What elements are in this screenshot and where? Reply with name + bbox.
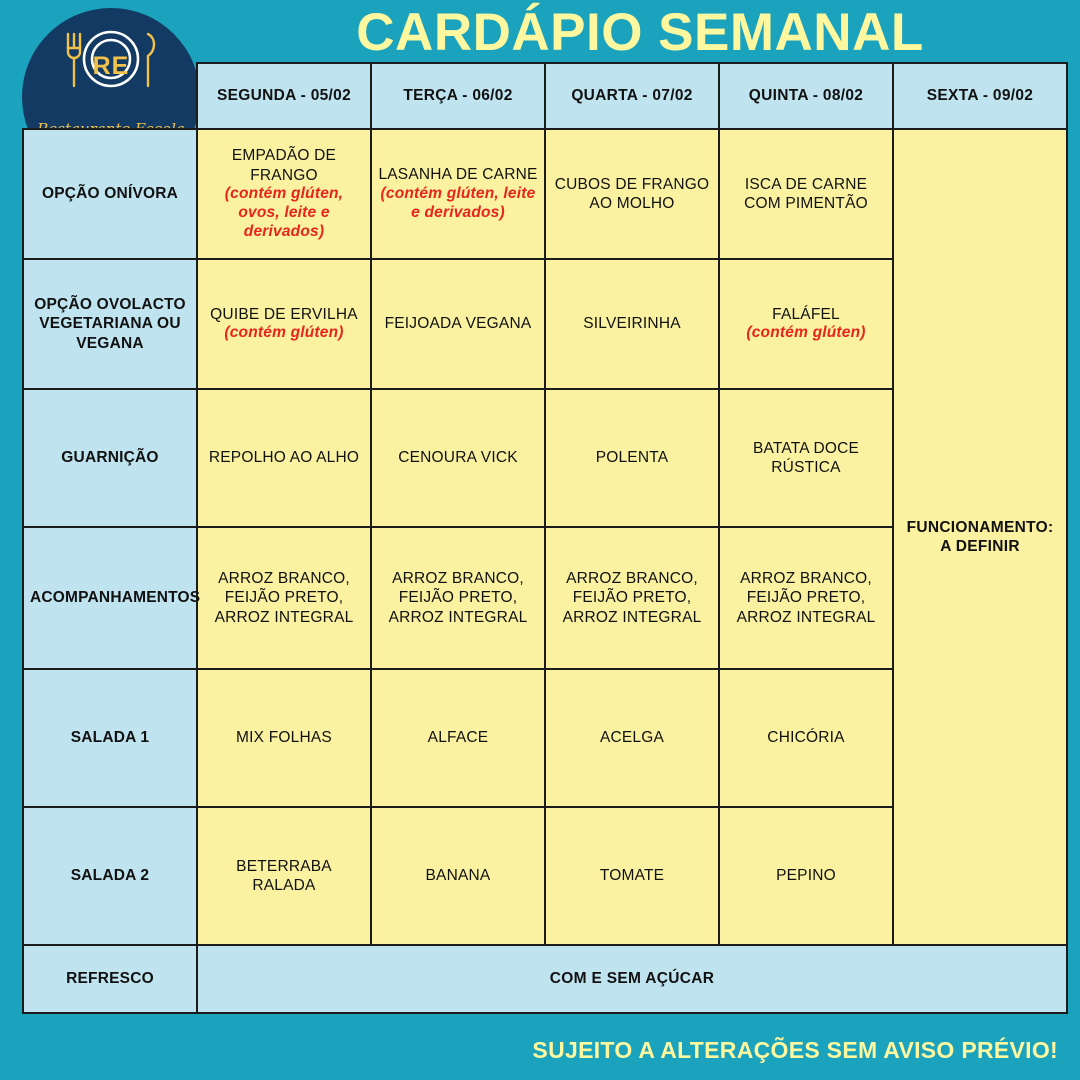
cell-onivora-terca bbox=[371, 129, 545, 259]
cell-acompanhamentos-quinta: ARROZ BRANCO, FEIJÃO PRETO, ARROZ INTEGRAL bbox=[719, 527, 893, 669]
cell-onivora-segunda bbox=[197, 129, 371, 259]
row-label-guarnicao: GUARNIÇÃO bbox=[23, 389, 197, 527]
day-header-terca: TERÇA - 06/02 bbox=[371, 63, 545, 129]
cell-acompanhamentos-terca: ARROZ BRANCO, FEIJÃO PRETO, ARROZ INTEGRAL bbox=[371, 527, 545, 669]
dish-name: CUBOS DE FRANGO AO MOLHO bbox=[554, 175, 710, 212]
cell-onivora-quinta bbox=[719, 129, 893, 259]
day-header-quarta: QUARTA - 07/02 bbox=[545, 63, 719, 129]
cell-guarnicao-segunda: REPOLHO AO ALHO bbox=[197, 389, 371, 527]
allergen-note: (contém glúten) bbox=[224, 324, 344, 342]
row-label-refresco: REFRESCO bbox=[23, 945, 197, 1013]
cell-salada2-quinta: PEPINO bbox=[719, 807, 893, 945]
cell-acompanhamentos-quarta: ARROZ BRANCO, FEIJÃO PRETO, ARROZ INTEGRAL bbox=[545, 527, 719, 669]
cell-acompanhamentos-segunda: ARROZ BRANCO, FEIJÃO PRETO, ARROZ INTEGRAL bbox=[197, 527, 371, 669]
friday-note: FUNCIONAMENTO: A DEFINIR bbox=[893, 129, 1067, 945]
cell-salada1-quinta: CHICÓRIA bbox=[719, 669, 893, 807]
row-label-acompanhamentos: ACOMPANHAMENTOS bbox=[23, 527, 197, 669]
allergen-note: (contém glúten, leite e derivados) bbox=[380, 184, 536, 221]
allergen-note: (contém glúten) bbox=[746, 324, 866, 342]
cell-salada1-quarta: ACELGA bbox=[545, 669, 719, 807]
table-row bbox=[23, 129, 1067, 259]
dish-name: ISCA DE CARNE COM PIMENTÃO bbox=[744, 175, 868, 212]
cell-salada2-segunda: BETERRABA RALADA bbox=[197, 807, 371, 945]
cell-guarnicao-quinta: BATATA DOCE RÚSTICA bbox=[719, 389, 893, 527]
cell-salada1-terca: ALFACE bbox=[371, 669, 545, 807]
cell-guarnicao-terca: CENOURA VICK bbox=[371, 389, 545, 527]
cell-salada2-terca: BANANA bbox=[371, 807, 545, 945]
cell-onivora-quarta bbox=[545, 129, 719, 259]
day-header-segunda: SEGUNDA - 05/02 bbox=[197, 63, 371, 129]
dish-name: FALÁFEL bbox=[772, 305, 840, 323]
cell-salada2-quarta: TOMATE bbox=[545, 807, 719, 945]
table-header-row bbox=[23, 63, 1067, 129]
day-header-quinta: QUINTA - 08/02 bbox=[719, 63, 893, 129]
corner-spacer bbox=[23, 63, 197, 129]
cell-vegetariana-segunda bbox=[197, 259, 371, 389]
cell-refresco-value: COM E SEM AÇÚCAR bbox=[197, 945, 1067, 1013]
row-label-vegetariana: OPÇÃO OVOLACTO VEGETARIANA OU VEGANA bbox=[23, 259, 197, 389]
cell-vegetariana-terca bbox=[371, 259, 545, 389]
allergen-note: (contém glúten, ovos, leite e derivados) bbox=[224, 185, 344, 240]
day-header-sexta: SEXTA - 09/02 bbox=[893, 63, 1067, 129]
row-label-salada-2: SALADA 2 bbox=[23, 807, 197, 945]
row-label-onivora: OPÇÃO ONÍVORA bbox=[23, 129, 197, 259]
dish-name: FEIJOADA VEGANA bbox=[384, 315, 532, 333]
weekly-menu-table bbox=[22, 62, 1068, 1014]
cell-guarnicao-quarta: POLENTA bbox=[545, 389, 719, 527]
dish-name: SILVEIRINHA bbox=[583, 315, 681, 333]
cell-salada1-segunda: MIX FOLHAS bbox=[197, 669, 371, 807]
row-label-salada-1: SALADA 1 bbox=[23, 669, 197, 807]
dish-name: QUIBE DE ERVILHA bbox=[210, 305, 358, 323]
dish-name: EMPADÃO DE FRANGO bbox=[231, 147, 337, 184]
logo-monogram: RE bbox=[92, 52, 130, 80]
cell-vegetariana-quinta bbox=[719, 259, 893, 389]
dish-name: LASANHA DE CARNE bbox=[378, 166, 538, 184]
page-title: CARDÁPIO SEMANAL bbox=[356, 3, 924, 62]
cell-vegetariana-quarta bbox=[545, 259, 719, 389]
footer-notice: SUJEITO A ALTERAÇÕES SEM AVISO PRÉVIO! bbox=[532, 1037, 1058, 1063]
table-row bbox=[23, 945, 1067, 1013]
